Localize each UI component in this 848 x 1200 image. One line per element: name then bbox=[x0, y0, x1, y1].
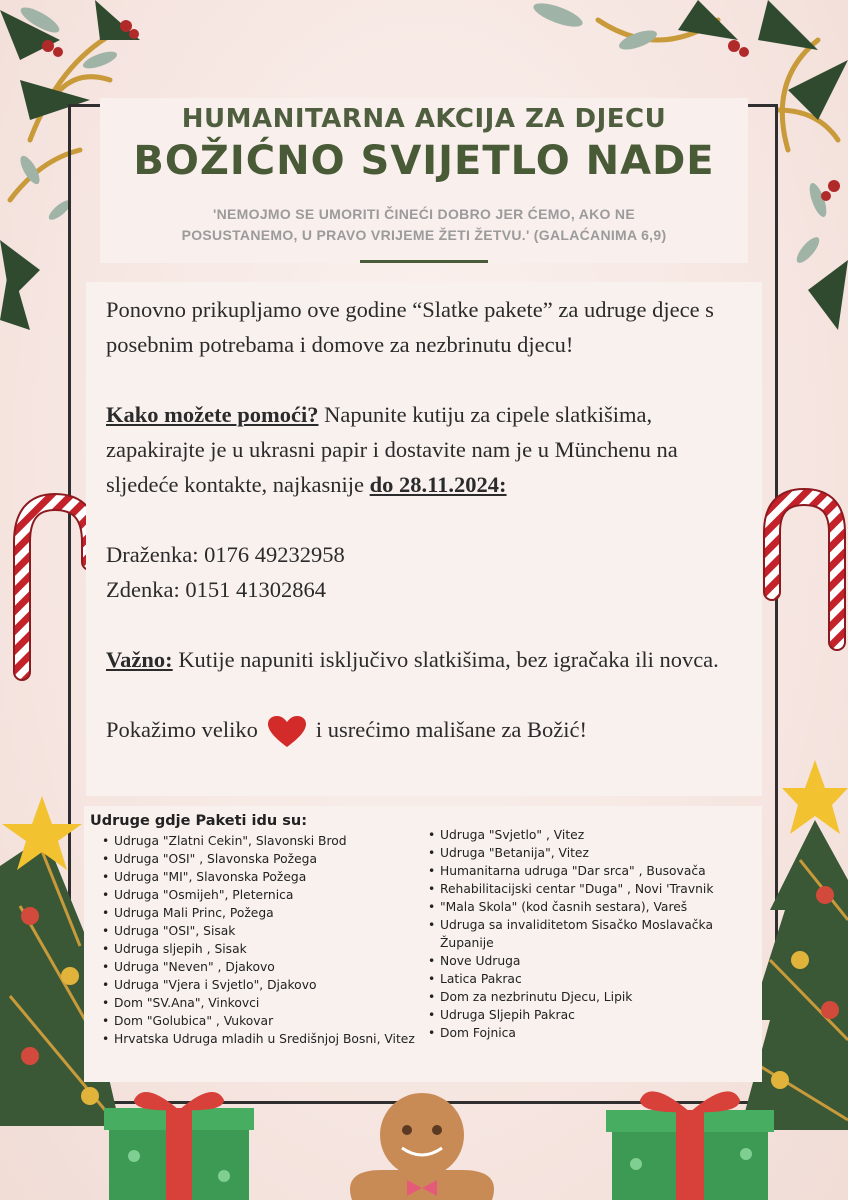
organizations-column-2 bbox=[426, 826, 756, 1042]
candy-cane-right bbox=[752, 482, 848, 642]
list-item: • Latica Pakrac bbox=[426, 970, 756, 988]
main-message-box bbox=[86, 282, 762, 796]
organizations-list-title: Udruge gdje Paketi idu su: bbox=[90, 813, 308, 829]
list-item: • Udruga "OSI", Sisak bbox=[100, 922, 420, 940]
how-to-help-text: Napunite kutiju za cipele slatkišima, zapakirajte je u ukrasni papir i dostavite nam je u Münchenu na sljedeće kontakte, najkasnije bbox=[106, 402, 678, 497]
intro-paragraph: Ponovno prikupljamo ove godine “Slatke pakete” za udruge djece s posebnim potrebama i domove za nezbrinutu djecu! bbox=[106, 297, 714, 357]
list-item: • Udruga "Neven" , Djakovo bbox=[100, 958, 420, 976]
list-item: • Hrvatska Udruga mladih u Središnjoj Bosni, Vitez bbox=[100, 1030, 420, 1048]
list-item: • "Mala Skola" (kod časnih sestara), Vareš bbox=[426, 898, 756, 916]
page-title: BOŽIĆNO SVIJETLO NADE bbox=[133, 138, 715, 184]
list-item: • Dom "Golubica" , Vukovar bbox=[100, 1012, 420, 1030]
how-to-help-paragraph bbox=[106, 397, 744, 502]
page-subtitle: HUMANITARNA AKCIJA ZA DJECU bbox=[181, 104, 667, 134]
organizations-list-box bbox=[84, 806, 762, 1082]
list-item: • Udruga "OSI" , Slavonska Požega bbox=[100, 850, 420, 868]
list-item: • Udruga sa invaliditetom Sisačko Moslavačka Županije bbox=[426, 916, 756, 952]
list-item: • Dom "SV.Ana", Vinkovci bbox=[100, 994, 420, 1012]
list-item: • Udruga "Osmijeh", Pleternica bbox=[100, 886, 420, 904]
list-item: • Dom za nezbrinutu Djecu, Lipik bbox=[426, 988, 756, 1006]
verse-line-2: POSUSTANEMO, U PRAVO VRIJEME ŽETI ŽETVU.' (GALAĆANIMA 6,9) bbox=[181, 227, 667, 243]
list-item: • Udruga Sljepih Pakrac bbox=[426, 1006, 756, 1024]
header bbox=[100, 98, 748, 263]
list-item: • Dom Fojnica bbox=[426, 1024, 756, 1042]
list-item: • Udruga "Betanija", Vitez bbox=[426, 844, 756, 862]
how-to-help-label: Kako možete pomoći? bbox=[106, 402, 319, 427]
gingerbread-man bbox=[332, 1090, 512, 1200]
bible-verse bbox=[144, 204, 704, 246]
list-item: • Nove Udruga bbox=[426, 952, 756, 970]
verse-line-1: 'NEMOJMO SE UMORITI ČINEĆI DOBRO JER ĆEMO, AKO NE bbox=[213, 206, 635, 222]
contact-drazenka: Draženka: 0176 49232958 bbox=[106, 542, 345, 567]
closing-text-after: i usrećimo mališane za Božić! bbox=[315, 717, 588, 742]
contact-zdenka: Zdenka: 0151 41302864 bbox=[106, 577, 326, 602]
list-item: • Udruga sljepih , Sisak bbox=[100, 940, 420, 958]
list-item: • Udruga "MI", Slavonska Požega bbox=[100, 868, 420, 886]
title-divider bbox=[360, 260, 488, 263]
important-paragraph bbox=[106, 642, 744, 677]
list-item: • Udruga Mali Princ, Požega bbox=[100, 904, 420, 922]
heart-icon bbox=[268, 716, 306, 748]
organizations-column-1 bbox=[100, 832, 420, 1048]
list-item: • Udruga "Vjera i Svjetlo", Djakovo bbox=[100, 976, 420, 994]
deadline: do 28.11.2024: bbox=[369, 472, 507, 497]
important-label: Važno: bbox=[106, 647, 173, 672]
list-item: • Humanitarna udruga "Dar srca" , Busovača bbox=[426, 862, 756, 880]
gift-box-left bbox=[104, 1086, 254, 1200]
closing-line bbox=[106, 712, 744, 748]
closing-text-before: Pokažimo veliko bbox=[106, 717, 258, 742]
list-item: • Udruga "Zlatni Cekin", Slavonski Brod bbox=[100, 832, 420, 850]
gift-box-right bbox=[606, 1084, 774, 1200]
list-item: • Udruga "Svjetlo" , Vitez bbox=[426, 826, 756, 844]
important-text: Kutije napuniti isključivo slatkišima, bez igračaka ili novca. bbox=[172, 647, 719, 672]
list-item: • Rehabilitacijski centar "Duga" , Novi 'Travnik bbox=[426, 880, 756, 898]
